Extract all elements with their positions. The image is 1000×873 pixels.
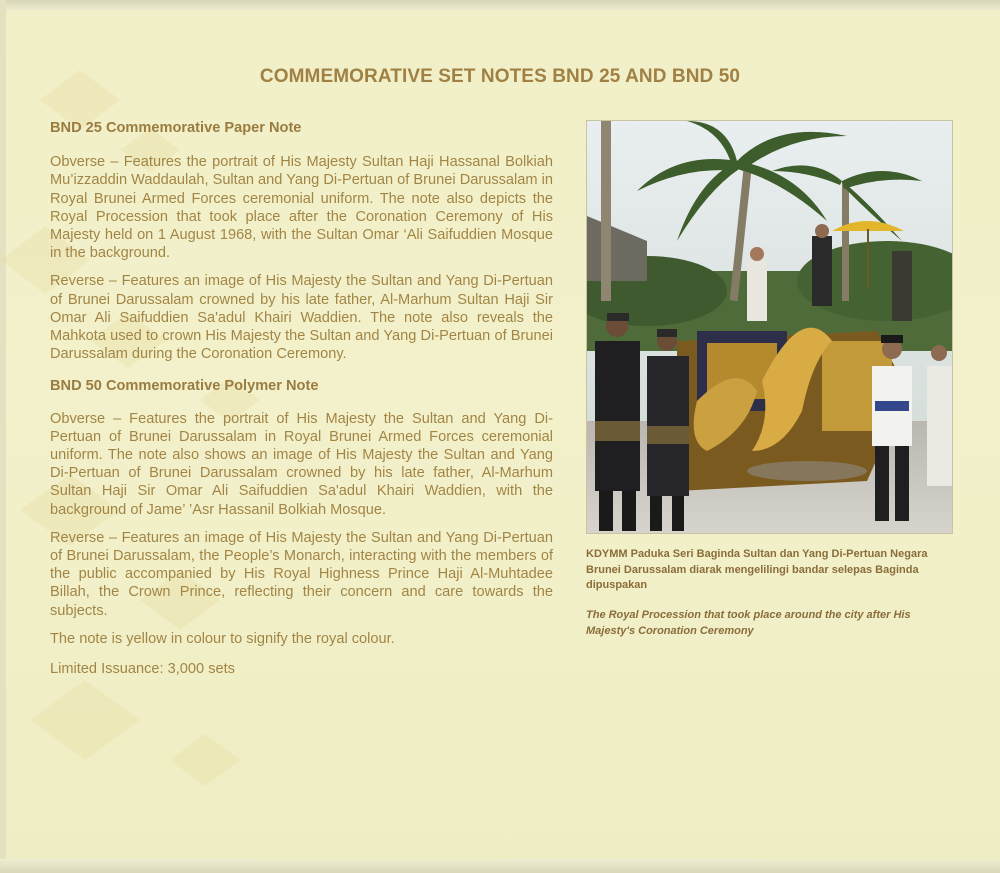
procession-photo bbox=[586, 120, 953, 534]
issuance-text: Limited Issuance: 3,000 sets bbox=[50, 661, 235, 678]
bnd25-reverse: Reverse – Features an image of His Majesty the Sultan and Yang Di-Pertuan of Brunei Darussalam crowned by his late father, Al-Marhum Sultan Haji Sir Omar Ali Saifuddien Sa'adul Khairi Waddien. The note also reveals the Mahkota used to crown His Majesty the Sultan and Yang Di-Pertuan of Brunei Darussalam during the Coronation Ceremony. bbox=[50, 273, 553, 363]
procession-photo-image bbox=[587, 121, 952, 533]
bnd25-heading: BND 25 Commemorative Paper Note bbox=[50, 120, 302, 136]
text-column bbox=[50, 119, 553, 690]
photo-caption-english: The Royal Procession that took place around the city after His Majesty's Coronation Ceremony bbox=[586, 609, 911, 637]
note-colour-text: The note is yellow in colour to signify the royal colour. bbox=[50, 630, 395, 647]
bnd50-reverse: Reverse – Features an image of His Majesty the Sultan and Yang Di-Pertuan of Brunei Darussalam, the People’s Monarch, interacting with the members of the public accompanied by His Royal Highness Prince Haji Al-Muhtadee Billah, the Crown Prince, reflecting their concern and care towards the subjects. bbox=[50, 529, 553, 619]
photo-caption-malay: KDYMM Paduka Seri Baginda Sultan dan Yang Di-Pertuan Negara Brunei Darussalam diarak mengelilingi bandar selepas Baginda dipuspakan bbox=[586, 548, 928, 591]
bottom-edge bbox=[0, 859, 1000, 873]
top-edge bbox=[0, 0, 1000, 10]
page-title: COMMEMORATIVE SET NOTES BND 25 AND BND 50 bbox=[259, 66, 741, 87]
bnd25-obverse: Obverse – Features the portrait of His Majesty Sultan Haji Hassanal Bolkiah Mu’izzaddin Waddaulah, Sultan and Yang Di-Pertuan of Brunei Darussalam in Royal Brunei Armed Forces ceremonial uniform. The note also depicts the Royal Procession that took place after the Coronation Ceremony of His Majesty held on 1 August 1968, with the Sultan Omar ‘Ali Saifuddien Mosque in the background. bbox=[50, 154, 553, 262]
bnd50-heading: BND 50 Commemorative Polymer Note bbox=[50, 378, 319, 395]
bnd50-obverse: Obverse – Features the portrait of His Majesty the Sultan and Yang Di-Pertuan of Brunei Darussalam in Royal Brunei Armed Forces ceremonial uniform. The note also shows an image of His Majesty the Sultan and Yang Di-Pertuan of Brunei Darussalam crowned by his late father, Al-Marhum Sultan Haji Sir Omar Ali Saifuddien Sa'adul Khairi Waddien, with the background of Jame’ ’Asr Hassanil Bolkiah Mosque. bbox=[50, 410, 553, 518]
